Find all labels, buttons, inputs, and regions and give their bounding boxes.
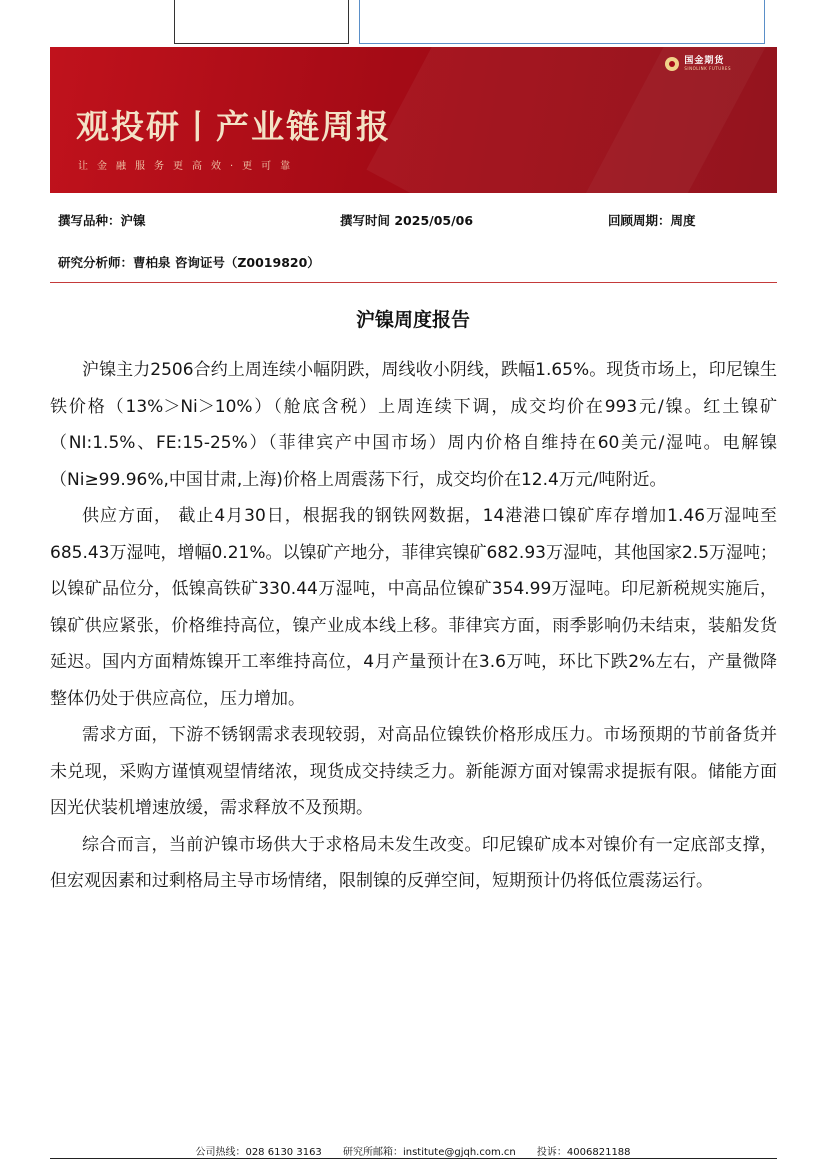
meta-cycle: 回顾周期：周度	[608, 213, 696, 228]
footer-divider	[50, 1158, 777, 1159]
paragraph-summary: 综合而言，当前沪镍市场供大于求格局未发生改变。印尼镍矿成本对镍价有一定底部支撑，但宏观因素和过剩格局主导市场情绪，限制镍的反弹空间，短期预计仍将低位震荡运行。	[50, 834, 777, 891]
logo-mark-icon	[665, 57, 679, 71]
banner-slogan: 让金融服务更高效·更可靠	[78, 161, 300, 172]
meta-variety: 撰写品种：沪镍	[58, 213, 146, 228]
header-box-right	[359, 0, 765, 44]
report-banner	[50, 47, 777, 193]
report-title: 沪镍周度报告	[355, 309, 470, 331]
paragraph-market: 沪镍主力2506合约上周连续小幅阴跌，周线收小阴线，跌幅1.65%。现货市场上，印尼镍生铁价格（13%＞Ni＞10%）（舱底含税）上周连续下调，成交均价在993元/镍。红土镍矿（NI:1.5%、FE:15-25%）（菲律宾产中国市场）周内价格自维持在60美元/湿吨。电解镍（Ni≥99.96%,中国甘肃,上海)价格上周震荡下行，成交均价在12.4万元/吨附近。	[50, 360, 777, 490]
footer-complaint: 投诉：4006821188	[536, 1147, 631, 1158]
paragraph-supply: 供应方面， 截止4月30日，根据我的钢铁网数据，14港港口镍矿库存增加1.46万湿吨至685.43万湿吨，增幅0.21%。以镍矿产地分，菲律宾镍矿682.93万湿吨，其他国家2.5万湿吨；以镍矿品位分，低镍高铁矿330.44万湿吨，中高品位镍矿354.99万湿吨。印尼新税规实施后，镍矿供应紧张，价格维持高位，镍产业成本线上移。菲律宾方面，雨季影响仍未结束，装船发货延迟。国内方面精炼镍开工率维持高位，4月产量预计在3.6万吨，环比下跌2%左右，产量微降整体仍处于供应高位，压力增加。	[50, 506, 778, 709]
footer-email[interactable]: 研究所邮箱：institute@gjqh.com.cn	[342, 1147, 516, 1158]
meta-time: 撰写时间 2025/05/06	[340, 213, 474, 228]
logo-subtext: SINOLINK FUTURES	[684, 66, 731, 71]
paragraph-demand: 需求方面，下游不锈钢需求表现较弱，对高品位镍铁价格形成压力。市场预期的节前备货并未兑现，采购方谨慎观望情绪浓，现货成交持续乏力。新能源方面对镍需求提振有限。储能方面因光伏装机增速放缓，需求释放不及预期。	[50, 725, 777, 818]
header-box-left	[174, 0, 349, 44]
meta-analyst: 研究分析师：曹柏泉 咨询证号（Z0019820）	[58, 255, 320, 270]
report-body	[50, 352, 777, 900]
page-footer	[0, 1143, 826, 1158]
company-logo	[665, 57, 731, 71]
footer-hotline: 公司热线：028 6130 3163	[195, 1147, 322, 1158]
logo-text: 国金期货	[684, 56, 725, 66]
banner-title: 观投研丨产业链周报	[76, 107, 391, 146]
header-divider	[50, 282, 777, 283]
